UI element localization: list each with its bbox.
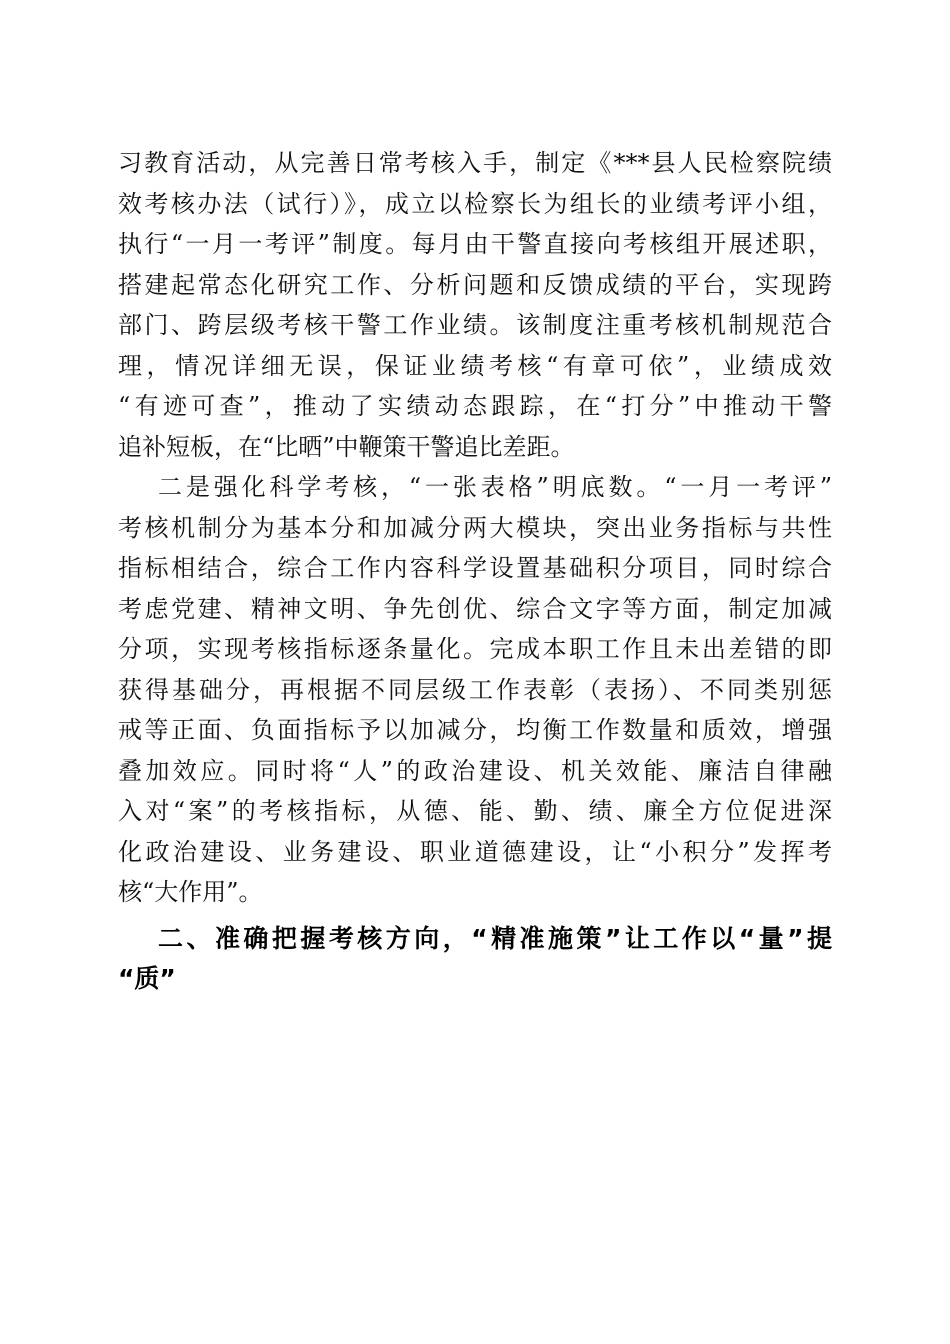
text-line: 指标相结合，综合工作内容科学设置基础积分项目，同时综合 — [118, 554, 832, 582]
text-line: 考虑党建、精神文明、争先创优、综合文字等方面，制定加减 — [118, 594, 832, 623]
text-line: 部门、跨层级考核干警工作业绩。该制度注重考核机制规范合 — [118, 311, 832, 339]
text-line: 获得基础分，再根据不同层级工作表彰（表扬）、不同类别惩 — [118, 675, 832, 704]
paragraph-2 — [118, 467, 832, 913]
paragraph-1 — [118, 143, 832, 467]
text-line: 二是强化科学考核，“一张表格”明底数。“一月一考评” — [158, 473, 832, 501]
section-heading — [118, 919, 832, 1000]
text-line: 核“大作用”。 — [118, 878, 263, 906]
text-line: 执行“一月一考评”制度。每月由干警直接向考核组开展述职， — [118, 230, 832, 258]
text-line: 分项，实现考核指标逐条量化。完成本职工作且未出差错的即 — [118, 635, 832, 663]
text-line: 搭建起常态化研究工作、分析问题和反馈成绩的平台，实现跨 — [118, 270, 832, 299]
heading-line: 二、准确把握考核方向，“精准施策”让工作以“量”提 — [158, 923, 832, 953]
text-line: 叠加效应。同时将“人”的政治建设、机关效能、廉洁自律融 — [118, 756, 832, 785]
text-line: 追补短板，在“比晒”中鞭策干警追比差距。 — [118, 432, 575, 461]
text-line: 戒等正面、负面指标予以加减分，均衡工作数量和质效，增强 — [118, 716, 832, 744]
document-body — [118, 143, 832, 1000]
text-line: 化政治建设、业务建设、职业道德建设，让“小积分”发挥考 — [118, 837, 832, 866]
text-line: 入对“案”的考核指标，从德、能、勤、绩、廉全方位促进深 — [118, 797, 832, 825]
text-line: 效考核办法（试行）》，成立以检察长为组长的业绩考评小组， — [118, 189, 832, 218]
text-line: 考核机制分为基本分和加减分两大模块，突出业务指标与共性 — [118, 513, 832, 542]
text-line: 习教育活动，从完善日常考核入手，制定《***县人民检察院绩 — [118, 149, 832, 177]
text-line: 理，情况详细无误，保证业绩考核“有章可依”，业绩成效 — [118, 351, 832, 380]
heading-line: “质” — [118, 964, 176, 993]
text-line: “有迹可查”，推动了实绩动态跟踪，在“打分”中推动干警 — [118, 392, 832, 420]
